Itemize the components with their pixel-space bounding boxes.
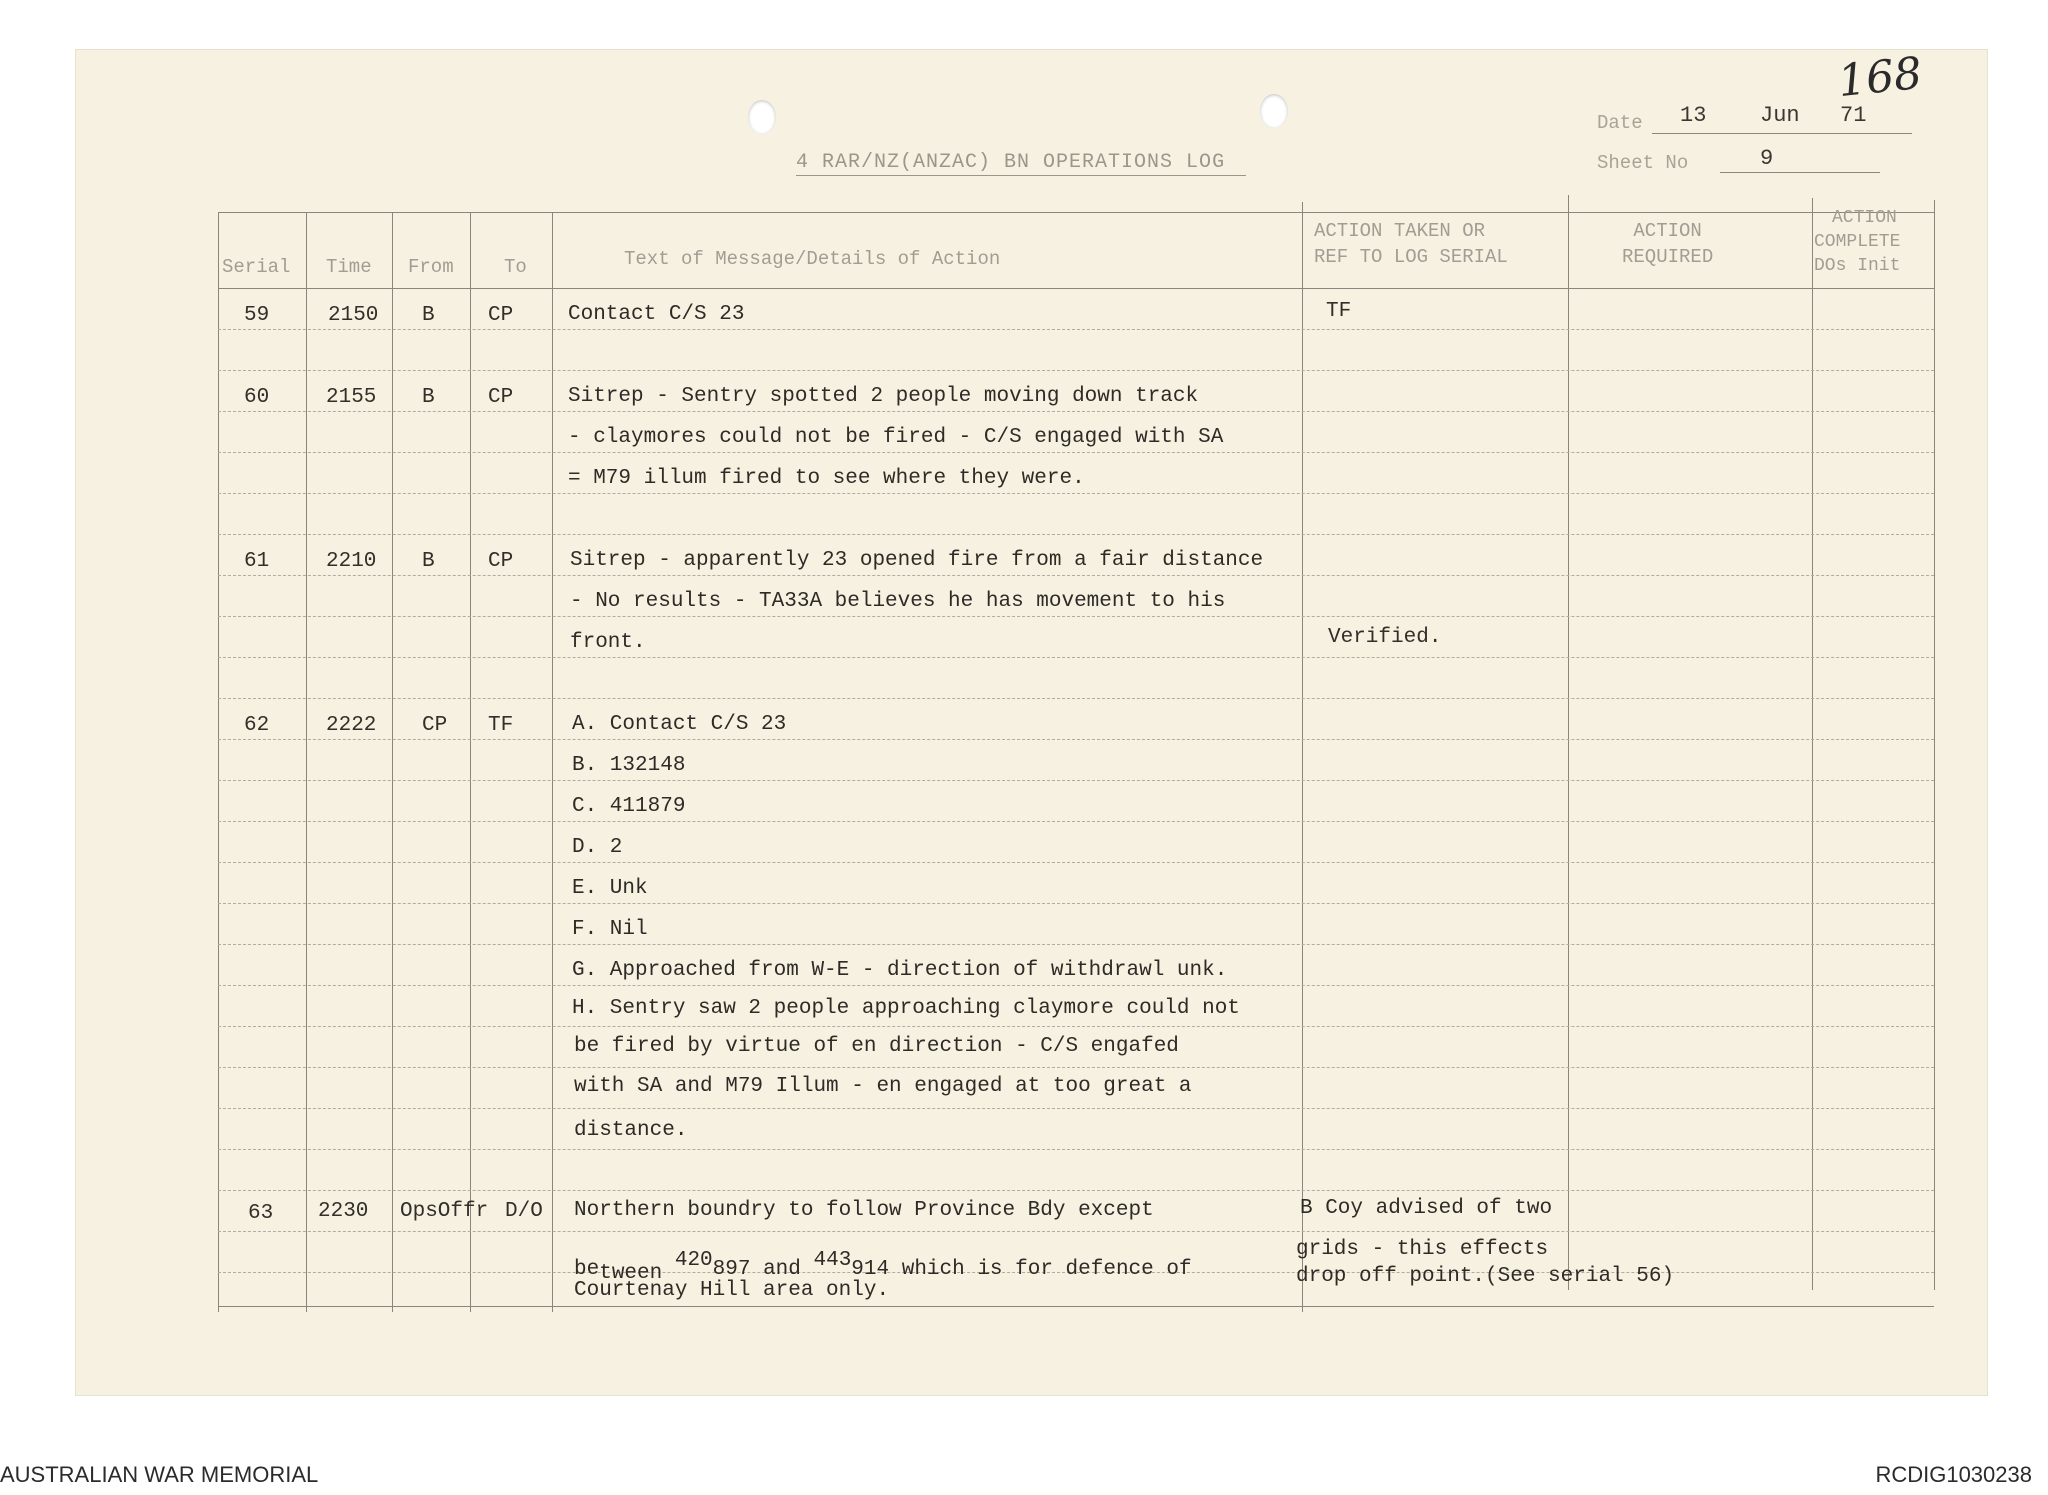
to-cell: CP	[488, 304, 514, 327]
grid-reference-easting: 420	[674, 1249, 713, 1272]
from-cell: B	[422, 304, 435, 327]
to-cell: CP	[488, 550, 514, 573]
grid-line	[218, 821, 1934, 822]
grid-line	[1302, 202, 1303, 1312]
grid-line	[392, 212, 393, 1312]
grid-line	[470, 212, 471, 1312]
grid-line	[218, 212, 1934, 213]
grid-line	[552, 212, 553, 1312]
column-header-action-complete	[1814, 206, 1900, 278]
serial-cell: 61	[244, 550, 270, 573]
message-line: H. Sentry saw 2 people approaching claymore could not	[572, 997, 1240, 1020]
message-line: Courtenay Hill area only.	[574, 1279, 890, 1302]
column-header-action-taken	[1314, 218, 1508, 270]
action-taken-cell: TF	[1326, 300, 1352, 323]
column-header-serial: Serial	[222, 256, 291, 278]
sheet-label: Sheet No	[1597, 152, 1689, 174]
message-line: Sitrep - apparently 23 opened fire from a fair distance	[570, 549, 1264, 572]
column-header-to: To	[504, 256, 527, 278]
action-taken-line: B Coy advised of two	[1300, 1197, 1553, 1220]
to-cell: D/O	[505, 1200, 543, 1223]
grid-line	[218, 534, 1934, 535]
message-line: B. 132148	[572, 754, 686, 777]
page-title: 4 RAR/NZ(ANZAC) BN OPERATIONS LOG	[796, 151, 1226, 174]
grid-line	[218, 944, 1934, 945]
column-header-action-required-line-1: ACTION	[1633, 220, 1702, 242]
grid-line	[218, 862, 1934, 863]
to-cell: TF	[488, 714, 514, 737]
folio-number: 168	[1835, 47, 1925, 108]
column-header-action-complete-line-1: ACTION	[1832, 208, 1897, 228]
message-line: E. Unk	[572, 877, 648, 900]
column-header-time: Time	[326, 256, 372, 278]
message-line: Contact C/S 23	[568, 303, 745, 326]
grid-reference-northing: 897	[712, 1258, 751, 1281]
message-line: F. Nil	[572, 918, 648, 941]
serial-cell: 60	[244, 386, 270, 409]
message-line: A. Contact C/S 23	[572, 713, 787, 736]
message-fragment: tween	[599, 1262, 675, 1285]
message-fragment: be	[574, 1258, 600, 1281]
grid-line	[218, 288, 1934, 289]
footer-source: AUSTRALIAN WAR MEMORIAL	[0, 1462, 319, 1487]
message-line: - claymores could not be fired - C/S engaged with SA	[568, 426, 1224, 449]
grid-line	[218, 903, 1934, 904]
grid-line	[1934, 200, 1935, 1290]
time-cell: 2230	[318, 1200, 369, 1223]
grid-reference-easting: 443	[813, 1249, 852, 1272]
date-label: Date	[1597, 112, 1643, 134]
action-taken-line: grids - this effects	[1296, 1238, 1549, 1261]
time-cell: 2222	[326, 714, 377, 737]
message-line: with SA and M79 Illum - en engaged at too great a	[574, 1075, 1192, 1098]
serial-cell: 63	[248, 1202, 274, 1225]
punch-hole-left	[748, 100, 776, 134]
column-header-from: From	[408, 256, 454, 278]
page-title-underline	[796, 175, 1246, 176]
date-month: Jun	[1760, 103, 1800, 128]
message-line: distance.	[574, 1119, 688, 1142]
grid-line	[218, 739, 1934, 740]
message-line: Sitrep - Sentry spotted 2 people moving down track	[568, 385, 1199, 408]
action-taken-line: drop off point.(See serial 56)	[1296, 1265, 1675, 1288]
column-header-action-required-line-2: REQUIRED	[1622, 246, 1714, 268]
grid-line	[218, 370, 1934, 371]
grid-line	[1812, 198, 1813, 1290]
message-fragment: and	[750, 1258, 814, 1281]
column-header-action-complete-line-2: COMPLETE	[1814, 232, 1901, 252]
column-header-action-taken-line-1: ACTION TAKEN OR	[1314, 220, 1486, 242]
message-line: be fired by virtue of en direction - C/S engafed	[574, 1035, 1179, 1058]
serial-cell: 59	[244, 304, 270, 327]
from-cell: B	[422, 386, 435, 409]
message-line: D. 2	[572, 836, 623, 859]
date-line	[1652, 133, 1912, 134]
date-year: 71	[1840, 103, 1867, 128]
message-line: = M79 illum fired to see where they were.	[568, 467, 1085, 490]
sheet-number: 9	[1760, 146, 1774, 171]
grid-line	[218, 1231, 1934, 1232]
action-taken-cell: Verified.	[1328, 626, 1442, 649]
grid-line	[218, 657, 1934, 658]
from-cell: OpsOffr	[400, 1200, 489, 1223]
time-cell: 2210	[326, 550, 377, 573]
grid-line	[218, 212, 219, 1312]
grid-reference-northing: 914	[851, 1258, 890, 1281]
column-header-text: Text of Message/Details of Action	[624, 248, 1001, 270]
from-cell: B	[422, 550, 435, 573]
time-cell: 2150	[328, 304, 379, 327]
time-cell: 2155	[326, 386, 377, 409]
grid-line	[218, 1306, 1934, 1307]
grid-line	[218, 780, 1934, 781]
column-header-action-required	[1622, 218, 1713, 270]
to-cell: CP	[488, 386, 514, 409]
grid-line	[218, 329, 1934, 330]
grid-line	[306, 212, 307, 1312]
message-line: front.	[570, 631, 646, 654]
punch-hole-right	[1260, 94, 1288, 128]
message-line: Northern boundry to follow Province Bdy except	[574, 1199, 1154, 1222]
sheet-line	[1720, 172, 1880, 173]
grid-line	[1568, 195, 1569, 1290]
date-day: 13	[1680, 103, 1707, 128]
grid-line	[218, 1108, 1934, 1109]
serial-cell: 62	[244, 714, 270, 737]
column-header-action-taken-line-2: REF TO LOG SERIAL	[1314, 246, 1508, 268]
message-line: - No results - TA33A believes he has movement to his	[570, 590, 1226, 613]
footer-item-id: RCDIG1030238	[1875, 1462, 2032, 1487]
message-line: G. Approached from W-E - direction of withdrawl unk.	[572, 959, 1228, 982]
message-fragment: which is for defence of	[889, 1258, 1192, 1281]
column-header-action-complete-line-3: DOs Init	[1814, 256, 1901, 276]
from-cell: CP	[422, 714, 448, 737]
grid-line	[218, 698, 1934, 699]
grid-line	[218, 1149, 1934, 1150]
message-line: C. 411879	[572, 795, 686, 818]
